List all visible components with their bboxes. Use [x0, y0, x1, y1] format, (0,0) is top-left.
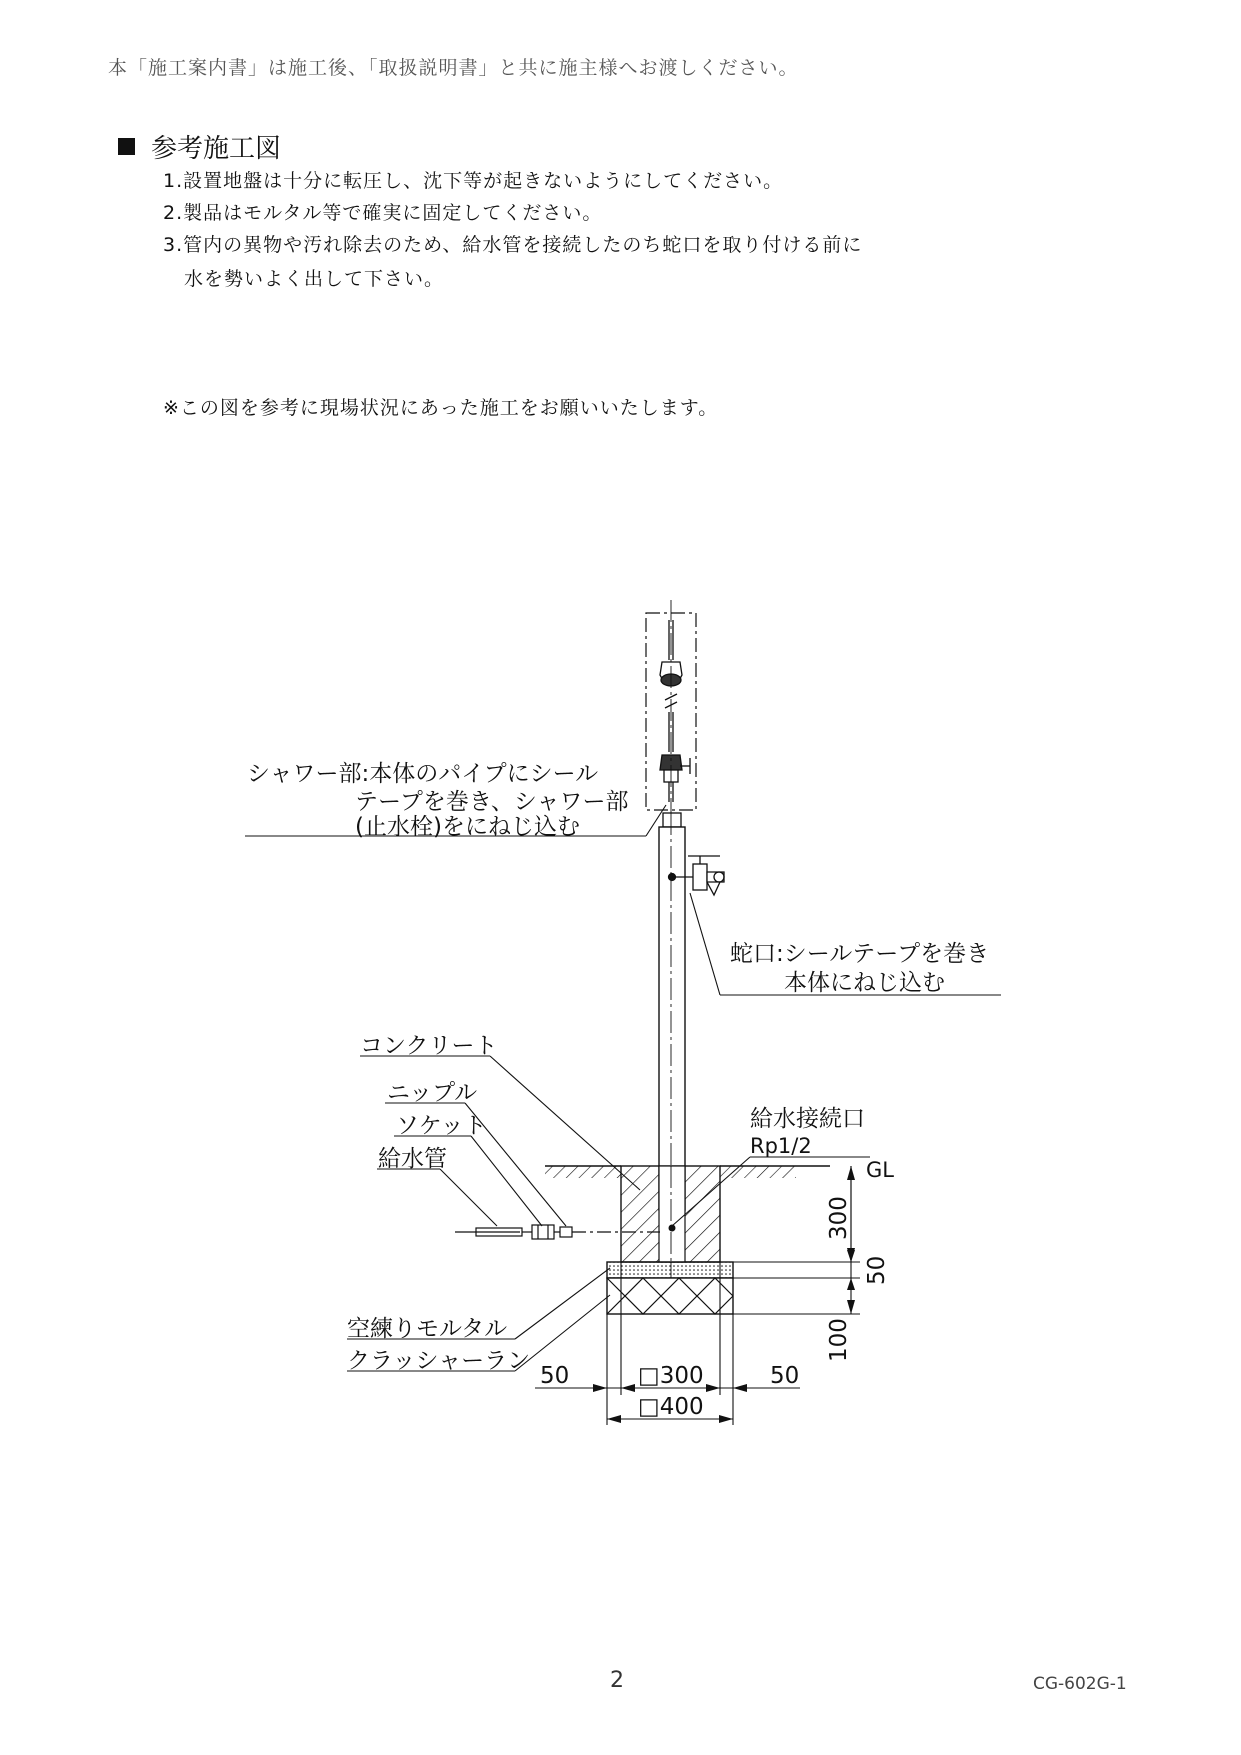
pipe-top-nipple	[663, 813, 681, 827]
dim-50-left: 50	[540, 1363, 570, 1389]
main-pipe	[659, 827, 685, 1210]
instruction-1: 1.設置地盤は十分に転圧し、沈下等が起きないようにしてください。	[163, 170, 784, 192]
section-title-text: 参考施工図	[151, 134, 282, 164]
instruction-3: 3.管内の異物や汚れ除去のため、給水管を接続したのち蛇口を取り付ける前に	[163, 234, 863, 256]
ground-hatch-left	[545, 1166, 621, 1178]
instruction-3-continued: 水を勢いよく出して下さい。	[184, 268, 445, 290]
label-nipple: ニップル	[387, 1080, 478, 1106]
shower-note-line3: (止水栓)をにねじ込む	[355, 814, 580, 840]
page-number: 2	[610, 1668, 624, 1693]
label-concrete: コンクリート	[360, 1033, 498, 1059]
label-socket: ソケット	[396, 1113, 487, 1139]
reference-note: ※この図を参考に現場状況にあった施工をお願いいたします。	[163, 397, 719, 419]
label-supply-pipe: 給水管	[378, 1146, 447, 1172]
dim-50-depth: 50	[864, 1255, 890, 1285]
ground-hatch-right	[720, 1166, 796, 1178]
dim-square-300: □300	[638, 1363, 704, 1389]
shower-note-line1: シャワー部:本体のパイプにシール	[247, 761, 599, 787]
shower-note-line2: テープを巻き、シャワー部	[355, 789, 629, 815]
dim-300-depth: 300	[826, 1196, 852, 1240]
label-supply-connection: 給水接続口	[750, 1106, 865, 1132]
label-dry-mortar: 空練りモルタル	[347, 1316, 508, 1342]
label-thread-spec: Rp1/2	[750, 1134, 812, 1158]
stop-valve	[660, 755, 690, 802]
dry-mortar-layer	[607, 1262, 733, 1278]
label-crusher-run: クラッシャーラン	[347, 1348, 531, 1374]
instruction-2: 2.製品はモルタル等で確実に固定してください。	[163, 202, 603, 224]
faucet-note-line1: 蛇口:シールテープを巻き	[730, 941, 990, 967]
document-code: CG-602G-1	[1033, 1674, 1127, 1694]
dim-square-400: □400	[638, 1394, 704, 1420]
faucet-note-line2: 本体にねじ込む	[784, 970, 945, 996]
label-ground-level: GL	[866, 1158, 894, 1182]
dim-50-right: 50	[770, 1363, 800, 1389]
dim-100-depth: 100	[826, 1318, 852, 1362]
crusher-run-layer	[607, 1278, 733, 1314]
header-note: 本「施工案内書」は施工後、「取扱説明書」と共に施主様へお渡しください。	[108, 57, 799, 79]
